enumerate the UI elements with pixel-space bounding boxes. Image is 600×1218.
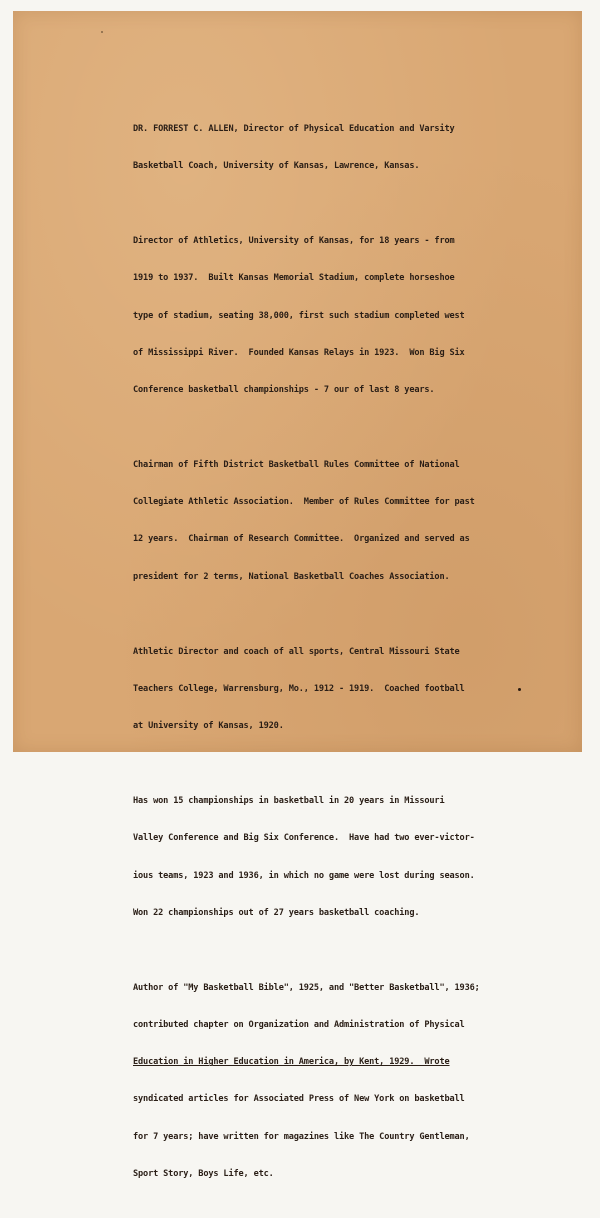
paragraph-central-missouri bbox=[133, 621, 553, 757]
text-line: for 7 years; have written for magazines like The Country Gentleman, bbox=[133, 1131, 470, 1142]
text-line: Education in Higher Education in America, by Kent, 1929. Wrote bbox=[133, 1057, 450, 1068]
text-line: Has won 15 championships in basketball in 20 years in Missouri bbox=[133, 796, 445, 807]
text-line: Won 22 championships out of 27 years basketball coaching. bbox=[133, 907, 420, 918]
text-line: Director of Athletics, University of Kansas, for 18 years - from bbox=[133, 236, 455, 247]
text-line: type of stadium, seating 38,000, first such stadium completed west bbox=[133, 310, 465, 321]
paper-speck bbox=[518, 688, 521, 691]
text-line: Teachers College, Warrensburg, Mo., 1912 - 1919. Coached football bbox=[133, 683, 465, 694]
text-line: Collegiate Athletic Association. Member of Rules Committee for past bbox=[133, 497, 475, 508]
text-line: at University of Kansas, 1920. bbox=[133, 721, 284, 732]
paper-speck bbox=[101, 31, 103, 33]
text-line: Conference basketball championships - 7 our of last 8 years. bbox=[133, 384, 435, 395]
text-line: Valley Conference and Big Six Conference. Have had two ever-victor- bbox=[133, 833, 475, 844]
paragraph-author bbox=[133, 957, 553, 1205]
text-line: Chairman of Fifth District Basketball Rules Committee of National bbox=[133, 459, 460, 470]
paragraph-rules-committee bbox=[133, 434, 553, 608]
paragraph-championships bbox=[133, 770, 553, 944]
text-line: Basketball Coach, University of Kansas, Lawrence, Kansas. bbox=[133, 161, 420, 172]
paper-sheet bbox=[13, 11, 582, 1179]
text-line: Sport Story, Boys Life, etc. bbox=[133, 1168, 274, 1179]
text-line: Author of "My Basketball Bible", 1925, and "Better Basketball", 1936; bbox=[133, 982, 480, 993]
text-line: 1919 to 1937. Built Kansas Memorial Stadium, complete horseshoe bbox=[133, 273, 455, 284]
paragraph-heading bbox=[133, 98, 553, 197]
paragraph-athletics-director bbox=[133, 210, 553, 421]
text-line: Athletic Director and coach of all sports, Central Missouri State bbox=[133, 646, 460, 657]
text-line: 12 years. Chairman of Research Committee. Organized and served as bbox=[133, 534, 470, 545]
text-line: president for 2 terms, National Basketball Coaches Association. bbox=[133, 571, 450, 582]
text-line: DR. FORREST C. ALLEN, Director of Physical Education and Varsity bbox=[133, 123, 455, 134]
text-line: contributed chapter on Organization and Administration of Physical bbox=[133, 1020, 465, 1031]
text-line: ious teams, 1923 and 1936, in which no game were lost during season. bbox=[133, 870, 475, 881]
text-line: of Mississippi River. Founded Kansas Relays in 1923. Won Big Six bbox=[133, 347, 465, 358]
text-line: syndicated articles for Associated Press of New York on basketball bbox=[133, 1094, 465, 1105]
typed-biography bbox=[133, 98, 553, 1218]
